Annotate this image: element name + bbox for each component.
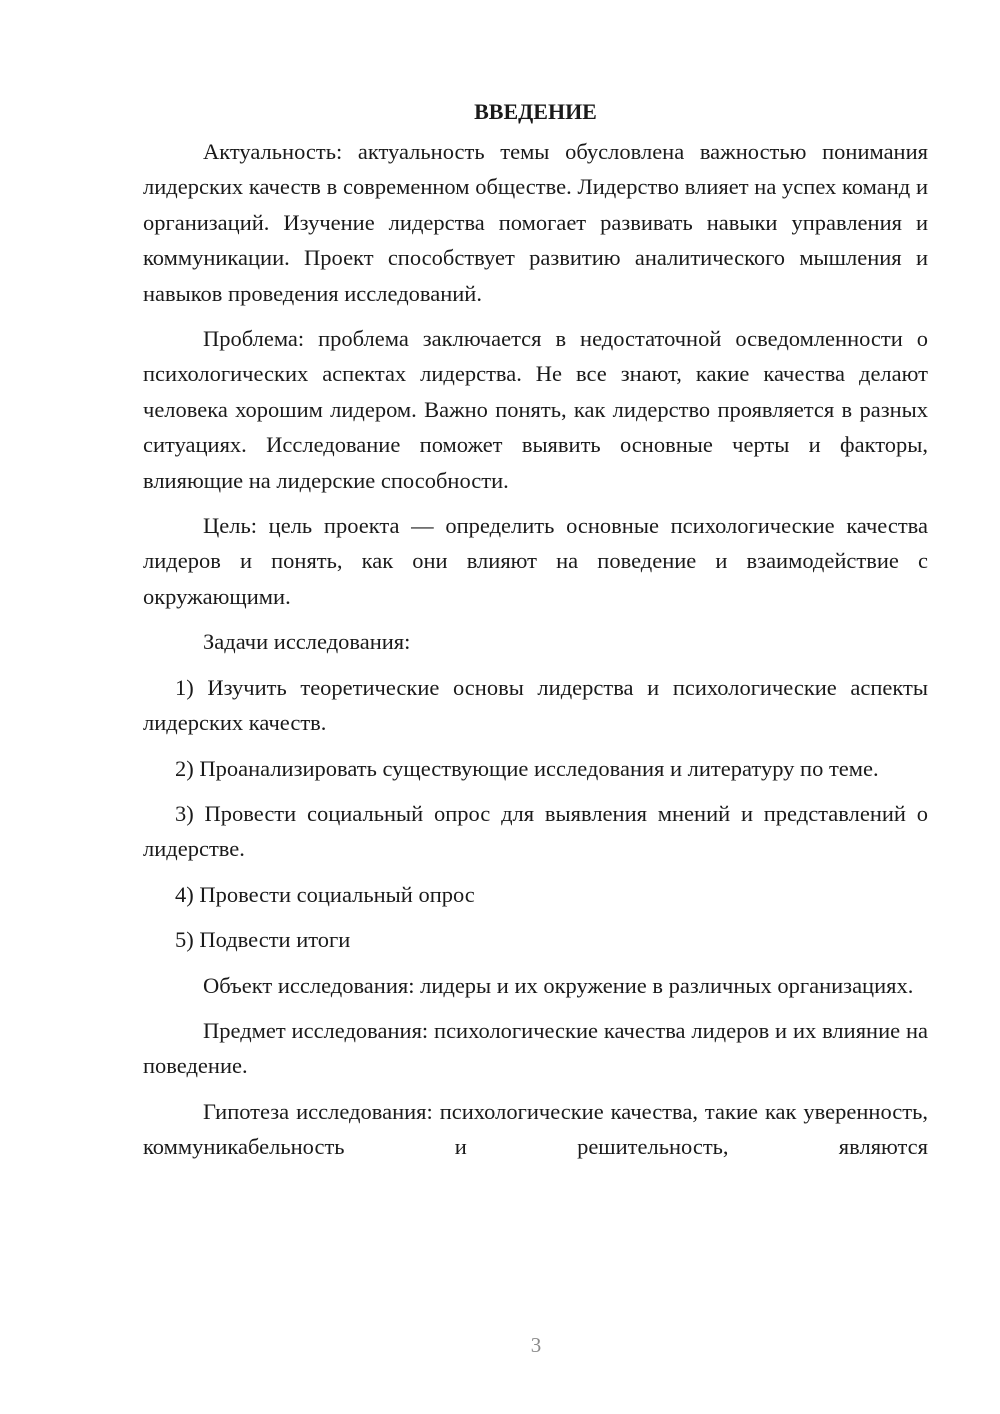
task-item-5: 5) Подвести итоги — [175, 927, 351, 953]
paragraph-problem: Проблема: проблема заключается в недостаточной осведомленности о психологических аспектах лидерства. Не все знают, какие качества делают человека хорошим лидером. Важно понять, как лидерство проявляется в разных ситуациях. Исследование поможет выявить основные черты и факторы, влияющие на лидерские способности. — [143, 326, 928, 493]
task-item-3: 3) Провести социальный опрос для выявления мнений и представлений о лидерстве. — [143, 800, 928, 862]
paragraph-hypothesis: Гипотеза исследования: психологические качества, такие как уверенность, коммуникабельность и решительность, являются — [143, 1098, 928, 1160]
section-heading: ВВЕДЕНИЕ — [474, 99, 597, 124]
page-content — [143, 96, 928, 1175]
paragraph-relevance: Актуальность: актуальность темы обусловлена важностью понимания лидерских качеств в современном обществе. Лидерство влияет на успех команд и организаций. Изучение лидерства помогает развивать навыки управления и коммуникации. Проект способствует развитию аналитического мышления и навыков проведения исследований. — [143, 139, 928, 306]
task-item-1: 1) Изучить теоретические основы лидерства и психологические аспекты лидерских качеств. — [143, 674, 928, 736]
page-number: 3 — [530, 1333, 542, 1357]
paragraph-goal: Цель: цель проекта — определить основные психологические качества лидеров и понять, как они влияют на поведение и взаимодействие с окружающими. — [143, 513, 928, 609]
paragraph-object: Объект исследования: лидеры и их окружение в различных организациях. — [203, 972, 914, 998]
paragraph-tasks-heading: Задачи исследования: — [203, 629, 411, 655]
task-item-2: 2) Проанализировать существующие исследования и литературу по теме. — [175, 755, 879, 781]
task-item-4: 4) Провести социальный опрос — [175, 881, 475, 907]
paragraph-subject: Предмет исследования: психологические качества лидеров и их влияние на поведение. — [143, 1017, 928, 1079]
